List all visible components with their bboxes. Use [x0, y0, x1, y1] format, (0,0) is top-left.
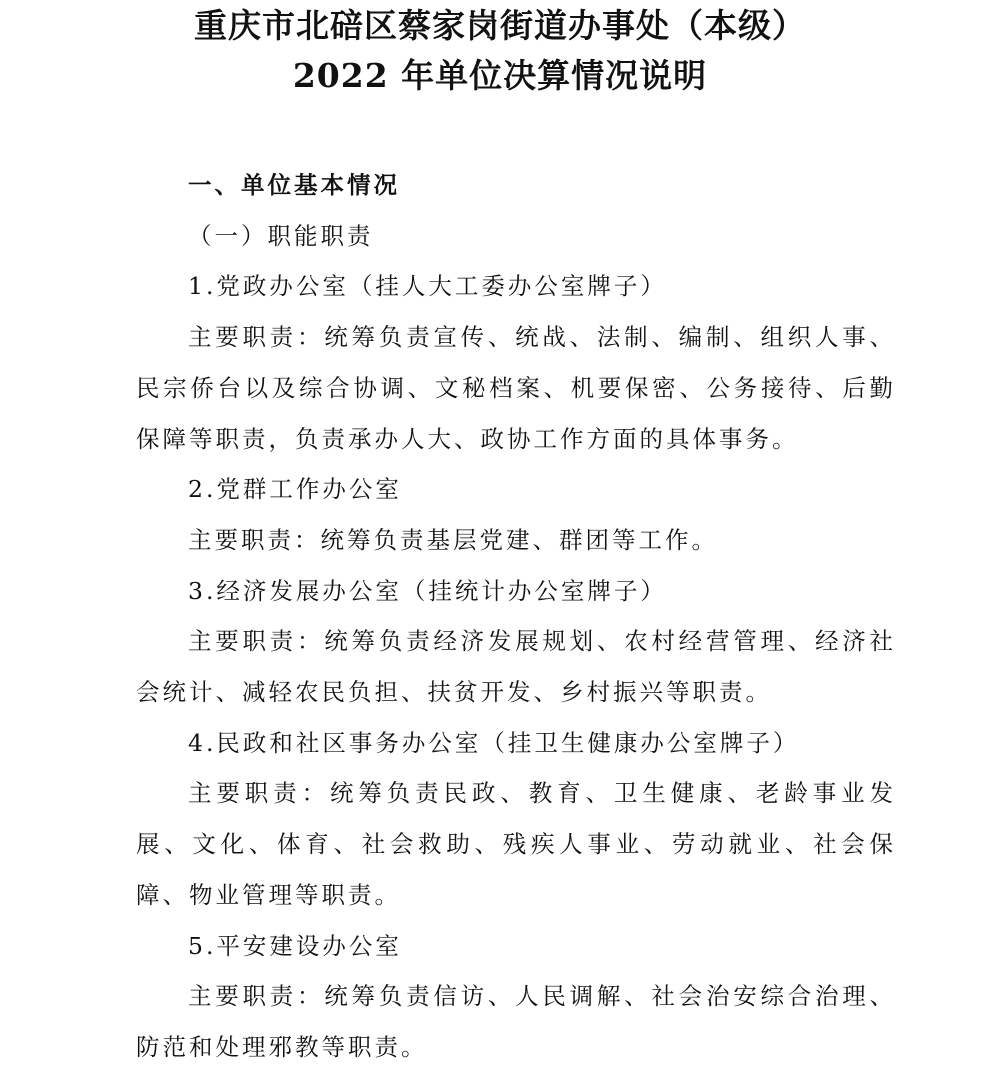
office-name: 1.党政办公室（挂人大工委办公室牌子）	[188, 272, 667, 301]
document-body	[136, 160, 896, 1073]
office-name: 3.经济发展办公室（挂统计办公室牌子）	[188, 576, 667, 605]
office-duties: 主要职责：统筹负责民政、教育、卫生健康、老龄事业发展、文化、体育、社会救助、残疾人事业、劳动就业、社会保障、物业管理等职责。	[136, 779, 896, 909]
office-duties: 主要职责：统筹负责经济发展规划、农村经营管理、经济社会统计、减轻农民负担、扶贫开发、乡村振兴等职责。	[136, 627, 896, 707]
office-duties: 主要职责：统筹负责宣传、统战、法制、编制、组织人事、民宗侨台以及综合协调、文秘档案、机要保密、公务接待、后勤保障等职责，负责承办人大、政协工作方面的具体事务。	[136, 323, 896, 453]
document-title-line2: 2022 年单位决算情况说明	[292, 56, 708, 95]
office-name: 4.民政和社区事务办公室（挂卫生健康办公室牌子）	[188, 728, 800, 757]
office-duties: 主要职责：统筹负责信访、人民调解、社会治安综合治理、防范和处理邪教等职责。	[136, 982, 896, 1061]
office-name: 2.党群工作办公室	[188, 475, 402, 504]
office-name: 5.平安建设办公室	[188, 931, 402, 960]
office-duties: 主要职责：统筹负责基层党建、群团等工作。	[188, 525, 718, 554]
document-title-line1: 重庆市北碚区蔡家岗街道办事处（本级）	[194, 6, 806, 45]
section-heading-basic-info: 一、单位基本情况	[188, 171, 400, 199]
subsection-heading-functions: （一）职能职责	[188, 221, 374, 250]
